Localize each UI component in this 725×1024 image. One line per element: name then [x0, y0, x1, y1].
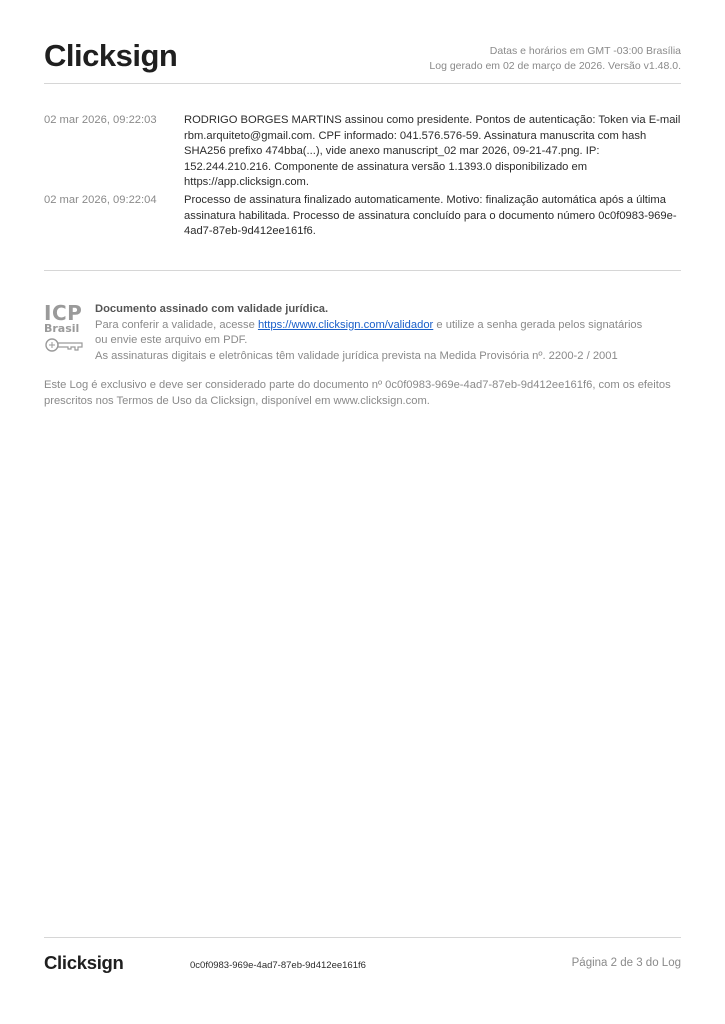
- log-disclaimer: Este Log é exclusivo e deve ser considerado parte do documento nº 0c0f0983-969e-4ad7-87eb-9d412ee161f6, com os efeitos prescritos nos Termos de Uso da Clicksign, disponível em www.clicksign.com.: [44, 379, 671, 407]
- event-description: Processo de assinatura finalizado automaticamente. Motivo: finalização automática após a última assinatura habilitada. Processo de assinatura concluído para o documento número 0c0f0983-969e-4ad7-87eb-9d412ee161f6.: [184, 194, 677, 237]
- header-meta: [429, 44, 681, 74]
- generated-line: Log gerado em 02 de março de 2026. Versão v1.48.0.: [429, 60, 681, 72]
- legal-line-1: Para conferir a validade, acesse https://www.clicksign.com/validador e utilize a senha gerada pelos signatários: [95, 318, 643, 331]
- log-event: [44, 113, 681, 188]
- legal-line-3: As assinaturas digitais e eletrônicas têm validade jurídica prevista na Medida Provisória nº. 2200-2 / 2001: [95, 349, 618, 362]
- legal-title: Documento assinado com validade jurídica.: [95, 303, 329, 315]
- footer-clicksign-logo: Clicksign: [44, 952, 124, 973]
- icp-brasil-logo: [44, 303, 86, 355]
- footer-document-id: 0c0f0983-969e-4ad7-87eb-9d412ee161f6: [190, 960, 366, 971]
- event-timestamp: 02 mar 2026, 09:22:03: [44, 114, 157, 126]
- key-icon: [44, 335, 86, 355]
- legal-validity-notice: [95, 302, 685, 364]
- events-divider: [44, 270, 681, 271]
- footer-divider: [44, 937, 681, 938]
- log-event: [44, 193, 681, 243]
- icp-logo-line1: ICP: [44, 301, 83, 325]
- icp-logo-line2: Brasil: [44, 322, 80, 335]
- event-description: RODRIGO BORGES MARTINS assinou como presidente. Pontos de autenticação: Token via E-mail rbm.arquiteto@gmail.com. CPF informado: 041.576.576-59. Assinatura manuscrita com hash SHA256 prefixo 474bba(...), vide anexo manuscript_02 mar 2026, 09-21-47.png. IP: 152.244.210.216. Componente de assinatura versão 1.1393.0 disponibilizado em https://app.clicksign.com.: [184, 114, 681, 188]
- timezone-line: Datas e horários em GMT -03:00 Brasília: [489, 45, 681, 57]
- validator-link[interactable]: https://www.clicksign.com/validador: [257, 318, 434, 331]
- header-divider: [44, 83, 681, 84]
- clicksign-logo: Clicksign: [44, 38, 178, 73]
- legal-line-2: ou envie este arquivo em PDF.: [95, 334, 248, 346]
- page-number: Página 2 de 3 do Log: [571, 957, 681, 969]
- event-timestamp: 02 mar 2026, 09:22:04: [44, 194, 157, 206]
